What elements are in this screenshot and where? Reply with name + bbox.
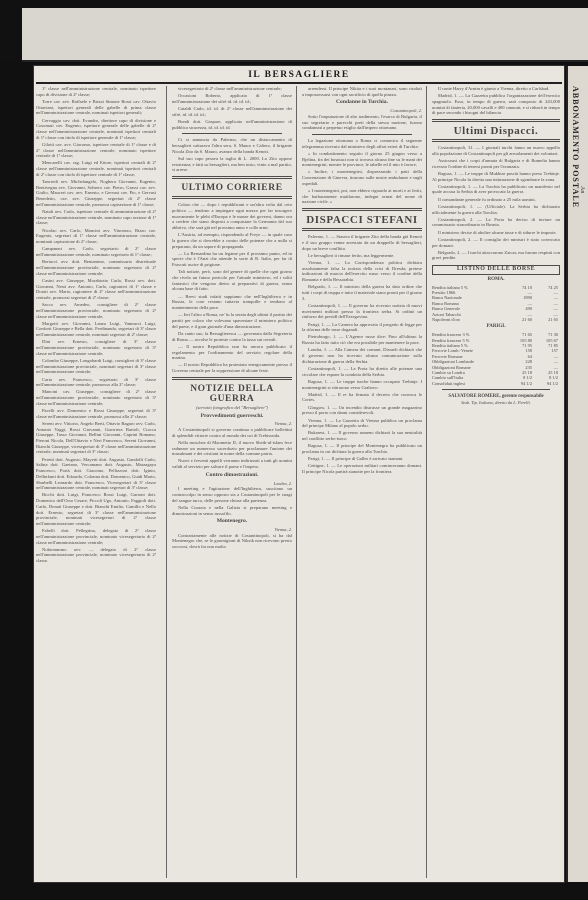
separator — [442, 389, 550, 390]
stock-name: Rendita francese 5 % — [432, 337, 470, 343]
section-title-ultimi-dispacci: Ultimi Dispacci. — [453, 125, 539, 138]
paragraph: Vienna, 1. — La Corrispondenza politica dichiara assolutamente falsa la notizia della crisi di Dresda; pretese indicazioni di marcia dell'esercito russo verso il confine della Romania e della Bessarabia. — [302, 259, 422, 283]
stock-price: — — [553, 311, 558, 317]
paragraph: Casini avv. Giuseppe, Morabiotto Carlo, Rossi avv. dott. Giovanni, Nesti avv. Antonio, Carlo, ragionieri di 1ª classe e Dorati avv. Mario, ragioniere di 2ª classe nell'amministrazione centrale, promossi segretari di 2ª classe; — [36, 277, 156, 300]
section-title-notizie-guerra: NOTIZIE DELLA GUERRA — [190, 383, 274, 404]
stock-price: 8 1/2 — [523, 375, 532, 381]
stock-price: — — [553, 300, 558, 306]
stock-price: — — [527, 289, 532, 295]
paragraph: Carta avv. Francesco, segretario di 3ª classe nell'amministrazione centrale, promosso alla 2ª classe; — [36, 376, 156, 388]
paragraph: Fabelli dott. Pellegrino, delegato di 2ª classe nell'amministrazione provinciale, nominato vicesegretario di 2ª classe nell'amministrazione centrale; — [36, 528, 156, 545]
paragraph: Ragusa, 1. — Il principe del Montenegro ha pubblicato un proclama in cui dichiara la guerra alla Turchia. — [302, 443, 422, 455]
separator — [172, 377, 292, 380]
stock-price: 157 — [551, 348, 558, 354]
stock-price: — — [553, 353, 558, 359]
stock-price: 25 18 — [522, 369, 532, 375]
paragraph: Le bersaglieri ti rimase ferito, ma leggermente. — [308, 252, 395, 258]
paragraph: Colombo Giuseppe, Longobardi Luigi, consiglieri di 3ª classe nell'amministrazione provinciale, nominati segretari di 3ª classe nell'amministrazione centrale; — [36, 357, 156, 375]
separator — [182, 133, 282, 134]
stock-city-roma: ROMA. — [487, 276, 505, 282]
paragraph: Costantinopoli, 2. — Il consiglio dei ministri è stato convocato per domani. — [432, 236, 560, 248]
stock-name: Consolidati inglesi — [432, 380, 466, 386]
paragraph: « Inoltre, i montenegrini, disprezzando i patti della Convenzione di Ginevra, tirarono sulle nostre ambulanze e sugli ospedali. — [302, 169, 422, 186]
turchia-body — [302, 114, 422, 131]
stock-price: — — [553, 295, 558, 301]
stock-price: 71 30 — [548, 332, 558, 338]
stock-price: 235 — [525, 364, 532, 370]
paragraph: vicesegretario di 2ª classe nell'amministrazione centrale; — [178, 86, 282, 91]
paragraph: — La Bernardina ha un legame per il prossimo punto, ed in specie che è l'Anzi che attende la sorte di R. Italia, per far di Frascati uscire di prigione. — [172, 250, 292, 268]
adjacent-page-strip — [566, 66, 588, 882]
paragraph: Sotto l'imputazione di alto tradimento, l'esarca di Bulgaria, il suo segretario e parecchi preti della stessa nazione, furono condannati a perpetuo esiglio dall'impero ottomano. — [302, 113, 422, 131]
paragraph: Nicolao avv. Carlo, Mancini avv. Vincenzo, Rizzo cav. Eugenio, segretari di 1ª classe nell'amministrazione centrale, nominati capisezione di 2ª classe; — [36, 227, 156, 245]
stock-price: 158 — [525, 348, 532, 354]
stock-name: Banca Nazionale — [432, 295, 462, 301]
headline-provvedimenti: Provvedimenti guerreschi. — [200, 412, 264, 419]
separator — [432, 139, 560, 142]
paragraph: Ci si annuncia da Palermo, che un distaccamento di bersaglieri catturava l'altra sera, S. Mauro e Caliero, il brigante Nicola Zito da S. Mauro, avanzo della banda Kenoti. — [172, 137, 292, 154]
stock-name: Ferrovie Lomb.-Venete — [432, 348, 473, 354]
stock-price: 228 — [525, 359, 532, 365]
dateline: Vienna, 2. — [274, 421, 292, 427]
paragraph: Cettigne, 1. — Le operazioni militari cominceranno domani. Il principe Nicola partirà stanotte per la frontiera. — [302, 463, 422, 475]
paragraph: Nuovi e ferventi appelli verranno indirizzati a tutti gli uomini validi al servizio per salvare il paese e l'impero. — [172, 458, 292, 470]
paragraph: Sacco avv. Amedeo, consigliere di 2ª classe nell'amministrazione provinciale, nominato segretario di 2ª classe nell'amministrazione centrale; — [36, 302, 156, 319]
paragraph: Nobiommmo avv. ..., delegato di 2ª classe nell'amministrazione provinciale, nominato vicesegretario di 2ª classe. — [36, 546, 156, 564]
stock-price: 71 95 — [522, 342, 532, 348]
paragraph: « In combattimento seguito il giorno 25 giugno verso a Bjelina, fra dei bosniaci non si trovava alcuna fine su le mani dei montenegrini, mentre le province, le tabelle ed il mio è favore, — [302, 150, 422, 168]
paragraph: Sul suo capo pesava la taglia di L. 2000. Lo Zito oppose resistenza; e fatti su bersaglieri, ma ben tosto, vinto a mal partito, si arrese. — [172, 156, 292, 173]
paragraph: Madrid, 1. — Il re ha firmato il decreto che convoca le Cortes. — [302, 391, 422, 403]
paragraph: I meeting e l'agitazione dell'Inghilterra, suscitano un contraccolpo in senso opposto sia a Costantinopoli per le stragi del sangue turco, delle persone chiuse alla partenza. — [172, 486, 292, 503]
section-subtitle: (servizio fotografico del "Bersagliere") — [196, 404, 268, 410]
paragraph: 1ª classe nell'amministrazione centrale, nominato ispettore capo di divisione di 2ª classe; — [36, 86, 156, 97]
separator — [172, 176, 292, 179]
contro-body — [172, 486, 292, 516]
column-rule — [296, 86, 297, 878]
opening-dispatches — [432, 86, 560, 116]
stock-price: — — [553, 289, 558, 295]
ultimo-corriere-body — [172, 202, 292, 374]
paragraph: Bondi dott. Gaspare, applicato nell'amministrazione di pubblica sicurezza, id. id. id. id. — [172, 119, 292, 130]
paragraph: Cervaggio cav. dott. Evandro, direttore capo di divisione e Cosomati cav. Eugenio, ispettore generale delle gabelle di 2ª classe nell'amministrazione centrale, nominati ispettori centrali di 1ª classe con titolo di ispettore generale di 1ª classe; — [36, 117, 156, 140]
headline-contro-dimostrazioni: Contro dimostrazioni. — [205, 471, 259, 478]
stock-name: Rendita francese 3 % — [432, 332, 470, 338]
stock-price: 74 25 — [548, 284, 558, 290]
paragraph: Madrid, 1. — La Gazzetta pubblica l'organizzazione dell'esercito spagnuolo. Esso, in tempo di guerra, sarà composto di 243,000 uomini di fanteria, 20,000 cavalli e 400 cannoni; e si ridurrà in tempo di pace secondo i bisogni del bilancio. — [432, 93, 560, 116]
column-rule — [166, 86, 167, 878]
stock-price: 1890 — [523, 295, 532, 301]
paragraph: — Il nostro Repubblica non ha ancora pubblicato il regolamento per l'ordinamento del servizio regolare della marina. — [172, 343, 292, 361]
paragraph: Tancredi avv. Michelangelo, Noghera Giovanni, Eugenio, Bentivegna avv. Giovanni, Sobrero cav. Pietro, Grassi cav. avv. Giulio, Mauceri cav. avv. Ernesto, e Gervasi cav. Pio, e Gervasi Benedetto, cav. avv. Giuseppe, segretari di 2ª classe nell'amministrazione centrale, promossi capisezione di 1ª classe; — [36, 179, 156, 207]
appointments-continued — [172, 86, 292, 130]
stock-name: Rendita italiana 5 % — [432, 284, 468, 290]
responsible-manager: SALVATORE ROMERE, gerente responsabile — [448, 394, 544, 400]
stock-price: 64 — [527, 353, 532, 359]
stock-price: — — [553, 364, 558, 370]
paragraph: Mancini cav. Giuseppe, consigliere di 2ª classe nell'amministrazione provinciale, nominato segretario di 3ª classe nell'amministrazione centrale; — [36, 389, 156, 406]
paragraph: Mencarelli cav. rag. Luigi ed Ettore, ispettori centrali di 2ª classe nell'amministrazione centrale, nominati ispettori centrali di 2ª classe con titolo di ispettore centrale di 1ª classe; — [36, 160, 156, 177]
stock-table-roma — [432, 285, 560, 323]
paragraph: Costantinopoli, 2. — La Porta ha deciso di inviare un commissario straordinario in Bosnia. — [432, 216, 560, 228]
stock-price: 105 80 — [519, 337, 532, 343]
paragraph: Campanari avv. Carlo, segretario di 2ª classe nell'amministrazione centrale, nominato segretario di 1ª classe; — [36, 246, 156, 257]
paragraph: Costantinopoli, 1. — La Porta ha diretto alle potenze una circolare che espone la condotta della Serbia. — [302, 365, 422, 377]
stock-name: Cambio sull'Italia — [432, 375, 464, 381]
paragraph: Ragusa, 1. — Le truppe turche hanno occupato Trebinje. I montenegrini si ritirarono verso Grahovo. — [302, 378, 422, 390]
headline-montenegro: Montenegro. — [216, 518, 248, 525]
paragraph: Glasgow, 1. — Un incendio distrusse un grande magazzino presso il porto con danni considerevoli. — [302, 404, 422, 416]
paragraph: Contrariamente alle notizie di Costantinopoli, si ha dal Montenegro che, se le guarnigioni di Niksik non ricevono presto soccorsi, dovrà fra non molto — [172, 532, 292, 550]
masthead-rule — [36, 82, 562, 84]
paragraph: Tali notizie, però, sono del genere di quelle che ogni giorno che rivela un futuro pericolo per l'attuale ministero, ed i soliti fantastici che vengono dietro ai preparativi di guerra, senza alcuna base di fatto. — [172, 269, 292, 292]
stock-price: — — [527, 300, 532, 306]
printer-line: Stab. Tip. Italiano, diretto da L. Perelli. — [461, 399, 531, 405]
legazione-body — [302, 138, 422, 205]
masthead: IL BERSAGLIERE — [248, 70, 350, 80]
separator — [432, 119, 560, 122]
stock-name: Obbligazioni Lombarde — [432, 359, 475, 365]
stock-price: 25 18 — [548, 369, 558, 375]
paragraph: arrendersi. Il principe Nikita e i suoi montanari, sono risoluti a impossessarsi con ogni sacrificio di quella piazza. — [302, 86, 422, 97]
stock-name: Prestito 1866 — [432, 289, 456, 295]
paragraph: Da canto suo, la Bersaglieresca — governata dalla Segreteria di Roma — accolse le proteste contro la tassa sui cereali. — [172, 330, 292, 342]
column-2 — [172, 86, 292, 878]
stock-table-title: LISTINO DELLE BORSE — [432, 265, 560, 275]
paragraph: A Costantinopoli si governo continua a pubblicare bollettini di splendidi vittorie contro al mondo dei cui di Trebisonda. — [172, 426, 292, 438]
strip-edge-text: An — [579, 186, 585, 194]
paragraph: Gilotti cav. avv. Giacomo, ispettore centrale di 1ª classe e di 2ª classe nell'amministrazione centrale, nominato ispettore centrale di 1ª classe; — [36, 141, 156, 159]
dateline: Costantinopoli, 2. — [390, 108, 422, 114]
paragraph: Costantinopoli, 1. — Il governo ha ricevuto notizia di nuovi movimenti militari presso la frontiera serba. Si ordinò un rinforzo dei presidî dell'Erzegovina. — [302, 302, 422, 320]
newspaper-page — [34, 66, 564, 882]
paragraph: Torre cav. avv. Raffaele e Brizzi Simone Rossi cav. Ottavio Ottaviani, ispettori generali delle gabelle di prima classe nell'amministrazione centrale, nominati ispettori generali; — [36, 98, 156, 116]
stock-name: Ferrovie Romane — [432, 353, 463, 359]
paragraph: Costantinopoli, 1. — La Turchia ha pubblicato un manifesto nel quale accusa la Serbia di aver provocato la guerra. — [432, 183, 560, 195]
paragraph: Pietroburgo, 1. — L'Agence russe dice: Fino all'ultimo la Russia ha fatto tutto ciò che era possibile per mantenere la pace. — [302, 334, 422, 346]
paragraph: L'Austria, ad esempio, rispondendo al Freye — in quale caso la guerra che si dovrebbe a contro delle potenze che a nulla si preparano, da un sapore di propaganda. — [172, 232, 292, 249]
column-1 — [36, 86, 156, 878]
stock-table-parigi — [432, 332, 560, 386]
ultimi-body — [432, 145, 560, 261]
stock-name: Obbligazioni Romane — [432, 364, 471, 370]
stock-price: 94 1/2 — [520, 380, 532, 386]
vertical-strip-title: ABBONAMENTO POSTALE — [571, 86, 580, 209]
montenegro-continued — [302, 86, 422, 97]
stock-price: 74 10 — [522, 284, 532, 290]
separator — [172, 196, 292, 199]
separator — [312, 134, 412, 135]
paragraph: Occasioni Roberto, applicato di 1ª classe nell'amministrazione dei sifrè id. id. id. id.; — [172, 93, 292, 104]
paragraph: Costantinopoli, 31. — I giornali turchi fanno un nuovo appello alla popolazione di Costantinopoli per gli arruolamenti dei volontari. — [432, 145, 560, 156]
paragraph: Parigi, 1. — La Camera ha approvato il progetto di legge per la riforma delle tasse doganali. — [302, 321, 422, 333]
paragraph: Nella moschea di Maometto II, il nuovo Sheik-ul-islam fece radunare un numeroso sacerdozio per proclamare l'unione dei musulmani e dei cristiani in nome della comune patria. — [172, 439, 292, 457]
dateline: Vienna, 2. — [274, 526, 292, 532]
stock-name: Rendita italiana 5 % — [432, 342, 468, 348]
separator — [302, 228, 422, 231]
stock-price: 71 65 — [522, 332, 532, 338]
stock-name: Cambio su Londra — [432, 369, 465, 375]
paragraph: Parigi, 1. — Il principe di Galles è arrivato stamani. — [308, 456, 404, 462]
stock-city-parigi: PARIGI. — [486, 324, 506, 330]
guerra-body — [172, 427, 292, 470]
paragraph: Bicchi dott. Luigi, Francesco Rossi Luigi, Gurtoni dott. Domenico dell'Orso Cesare, Piccoli Ugo, Antonio, Faggioli dott. Carlo, Donati Giuseppe e dott. Bianchi Emilio, Camillo e Nello dott. Ernesto, segretari di 3ª classe nell'amministrazione provinciale, nominati vicesegretari di 2ª classe nell'amministrazione centrale; — [36, 492, 156, 526]
stock-price: 8 1/2 — [549, 375, 558, 381]
paragraph: — Il nostro Repubblica ha protestato energicamente presso il Governo centrale per la soppressione di alcune feste. — [172, 362, 292, 374]
column-3 — [302, 86, 422, 878]
stock-price: — — [527, 311, 532, 317]
stock-price: 105 67 — [545, 337, 558, 343]
paragraph: Nella Croazia e nella Galizia si preparano meeting e dimostrazioni in senso russofilo. — [172, 504, 292, 516]
stock-name: Azioni Tabacchi — [432, 311, 461, 317]
paragraph: Belgrado, 1. — Il ministro della guerra ha dato ordine che tutti i corpi di truppa e tutto il materiale siano pronti per il giorno 3. — [302, 284, 422, 301]
paragraph: Peretti dott. Augusto, Mayerit dott. Augusto, Gandolfi Carlo, Salina dott. Gaetano, Vercamano dott. Augusto, Marzagaya Francesco, Portà dott. Giacomo, Pellizzoni dott. Iginio, Dellinfanti dott. Edoardo, Colonna dott. Domenico, Guidi Mario, Sbarbelli Leonardo dott. Francesco, Vicesegretari di 3ª classe nell'amministrazione centrale, nominati segretari di 3ª classe; — [36, 456, 156, 491]
paragraph: Dini avv. Ernesto, consigliere di 3ª classe nell'amministrazione provinciale, nominato segretario di 3ª classe nell'amministrazione centrale; — [36, 339, 156, 356]
paragraph: Sereni avv. Vittorio, Angelo Berti, Ottavio Bagaro avv. Carlo, Antonio Vaggi, Rossi Giovanni, Guerriera Bartoli, Ciocca Giuseppe, Tasso Giovanni, Bellini Giovanni, Caprini Romano, Pieroni Nicola, Dell'Ottavio e Neri Francesco, Sereni Giovanni, Bianchi Giuseppe, vicesegretari di 3ª classe nell'amministrazione centrale, nominati segretari di 3ª classe; — [36, 420, 156, 455]
paragraph: Il conte Harry d'Arnim è giunto a Vienna, diretto a Carlsbad. — [438, 86, 550, 91]
paragraph: Belgrado, 2. — I turchi attaccarono Zaicar, ma furono respinti con gravi perdite. — [432, 249, 560, 261]
stock-price: 94 1/2 — [546, 380, 558, 386]
dateline: Londra, 2. — [273, 480, 292, 486]
paragraph: « I montenegrini, poi, non ebbero riguardo ai morti e ai feriti, che barbaramente mutilarono, indegni ormai del nome di nazione civile. » — [302, 188, 422, 205]
dispacci-body — [302, 234, 422, 475]
paragraph: — Ieri l'altro a Roma, ne' fu la serata degli ultimi il partito dei partiti per coloro che volevano spaventare il ministero politico del paese, e il gran giornale d'una dimostrazione. — [172, 312, 292, 329]
paragraph: Natali avv. Carlo, ispettore centrale di amministrazione di 2ª classe nell'amministrazione centrale, nominato capo sezione di 1ª classe; — [36, 209, 156, 226]
stock-price: 490 — [525, 306, 532, 312]
paragraph: Palermo, 1. — Stasera il brigante Zito della banda già Kenoti e il suo gruppo venne arrestato da un drappello di bersaglieri, dopo un breve conflitto. — [302, 234, 422, 251]
local-news — [172, 137, 292, 173]
paragraph: Costantinopoli, 1. — (Ufficiale). La Serbia ha dichiarato ufficialmente la guerra alla Turchia. — [432, 203, 560, 215]
column-4 — [432, 86, 560, 878]
stock-price: 21 65 — [548, 317, 558, 323]
stock-name: Banca Generale — [432, 306, 460, 312]
montenegro-body — [172, 533, 292, 550]
paragraph: Bertucci avv. dott. Beniamino, commissario distrettuale nell'amministrazione provinciale, nominato segretario di 2ª classe nell'amministrazione centrale; — [36, 259, 156, 276]
stock-price: — — [553, 306, 558, 312]
paragraph: Pacelli avv. Domenico e Rossi Giuseppe, segretari di 3ª classe nell'amministrazione centrale, promossi alla 2ª classe; — [36, 408, 156, 419]
paragraph: — Brevi studi infatti sappiamo che nell'Inghilterra e in Russia, le cose restano tuttavia tranquille e tendono al mantenimento della pace. — [172, 293, 292, 311]
previous-page-edge — [22, 8, 588, 62]
stock-name: Napoleoni d'oro — [432, 317, 461, 323]
section-title-ultimo-corriere: ULTIMO CORRIERE — [181, 183, 283, 194]
paragraph: Margotti avv. Giovanni, Lanza Luigi, Vannucci Luigi, Conforti Giuseppe e Bella dott. Ferdinando, segretari di 3ª classe nell'amministrazione centrale, nominati segretari di 2ª classe; — [36, 320, 156, 338]
paragraph: Bukarest, 1. — Il governo rumeno dichiarò la sua neutralità nel conflitto serbo-turco. — [302, 430, 422, 442]
paragraph: La legazione ottomana a Roma ci comunica il seguente telegramma ricevuto dal ministero degli affari esteri di Turchia: — [302, 137, 422, 149]
paragraph: Londra, 1. — Alla Camera dei comuni, Disraeli dichiarò che il governo non ha ricevuto alcuna comunicazione sulla dichiarazione di guerra della Serbia. — [302, 347, 422, 364]
stock-name: Banca Romana — [432, 300, 459, 306]
paragraph: Il ministero decise di abolire alcune tasse e di ridurre le imposte. — [438, 229, 557, 235]
paragraph: Assicurasi che i corpi d'armata di Bulgaria e di Rumelia hanno ricevuto l'ordine di tenersi pronti per l'avanzata. — [432, 157, 560, 169]
stock-price: 21 60 — [522, 317, 532, 323]
paragraph: Vienna, 1. — La Gazzetta di Vienna pubblica un proclama del principe Milano al popolo serbo. — [302, 417, 422, 429]
paragraph: Il comandante generale fu ordinato a 25 mila uomini. — [438, 196, 536, 202]
column-rule — [426, 86, 427, 878]
paragraph: Colaro che — dopo i repubblicani e un'altra volta dal ceto politico — tendono a impiegare ogni mezzo per far insorgere nuovamente le plebi d'Europa e le masse dei governi, danno ora a credere che siano disposti a conquistare la Germania dal suo abbrivo, che sarà già nel prossimo anno e colle armi. — [172, 202, 292, 230]
paragraph: Ragusa, 1. — Le truppe di Mukhtar pascià hanno preso Trebinje. Al principe Nicola fu diretta una intimazione di sgombrare la zona. — [432, 170, 560, 182]
stock-price: 71 85 — [548, 342, 558, 348]
stock-price: — — [553, 359, 558, 365]
separator — [302, 208, 422, 211]
section-title-dispacci-stefani: DISPACCI STEFANI — [306, 214, 418, 227]
headline-condanne-turchia: Condanne in Turchia. — [336, 99, 388, 106]
paragraph: Cataldi Carlo, id. id. di 2ª classe nell'amministrazione dei sifrè, id. id. id. id.; — [172, 106, 292, 117]
